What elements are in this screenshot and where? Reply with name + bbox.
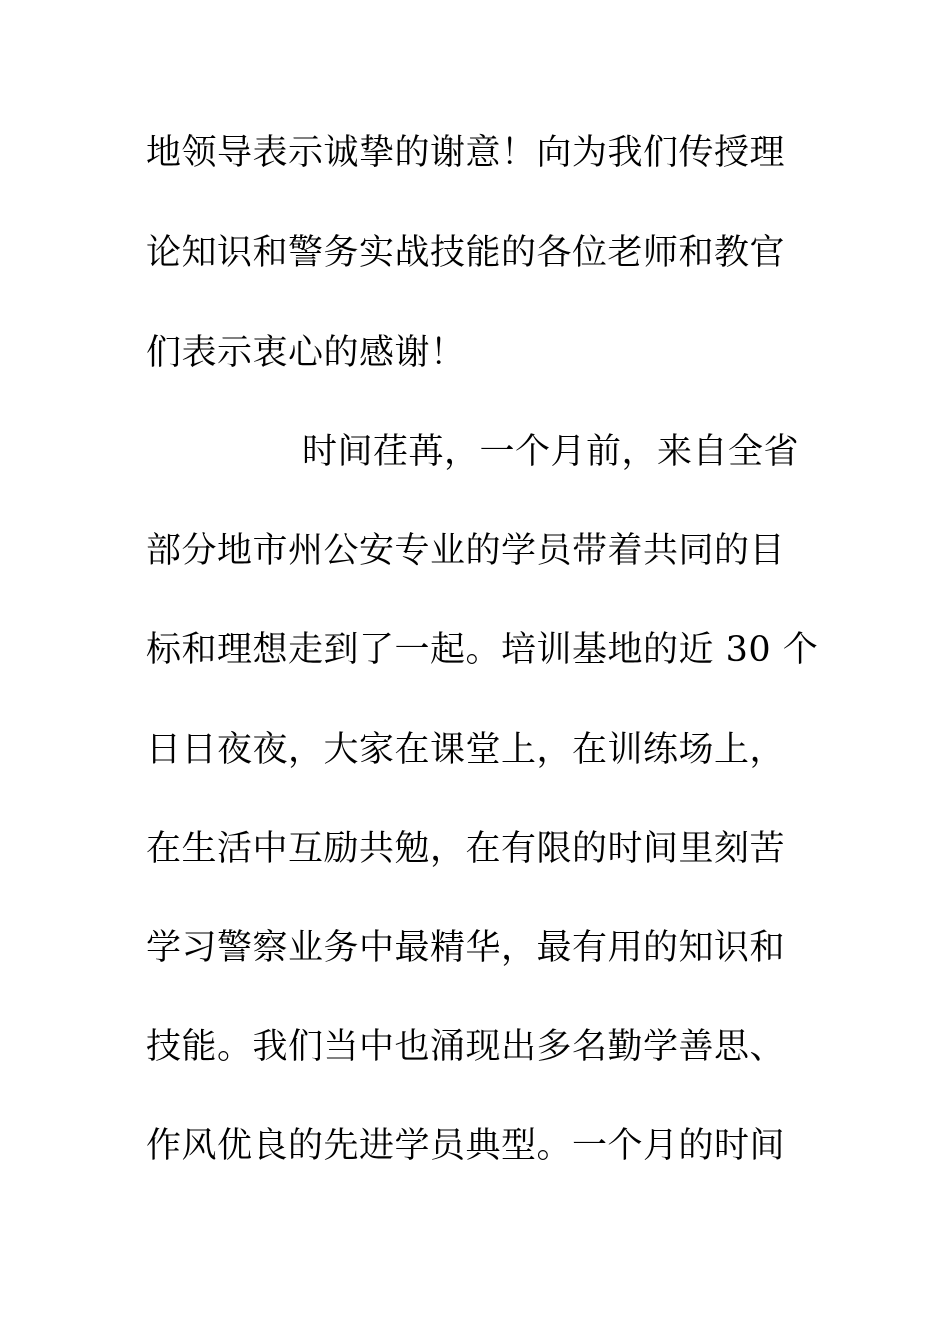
text-line-3: 们表示衷心的感谢！ — [146, 333, 466, 373]
text-line-10: 技能。我们当中也涌现出多名勤学善思、 — [146, 1027, 786, 1067]
text-line-1: 地领导表示诚挚的谢意！向为我们传授理 — [146, 133, 786, 173]
text-line-8: 在生活中互励共勉，在有限的时间里刻苦 — [146, 829, 786, 869]
text-line-7: 日日夜夜，大家在课堂上，在训练场上， — [146, 730, 786, 770]
text-line-2: 论知识和警务实战技能的各位老师和教官 — [146, 233, 786, 273]
text-line-6: 标和理想走到了一起。培训基地的近 30 个 — [146, 630, 819, 670]
text-line-9: 学习警察业务中最精华，最有用的知识和 — [146, 928, 786, 968]
text-line-5: 部分地市州公安专业的学员带着共同的目 — [146, 531, 786, 571]
text-line-11: 作风优良的先进学员典型。一个月的时间 — [146, 1126, 786, 1166]
paragraph-start-line: 时间荏苒，一个月前，来自全省 — [302, 432, 800, 472]
